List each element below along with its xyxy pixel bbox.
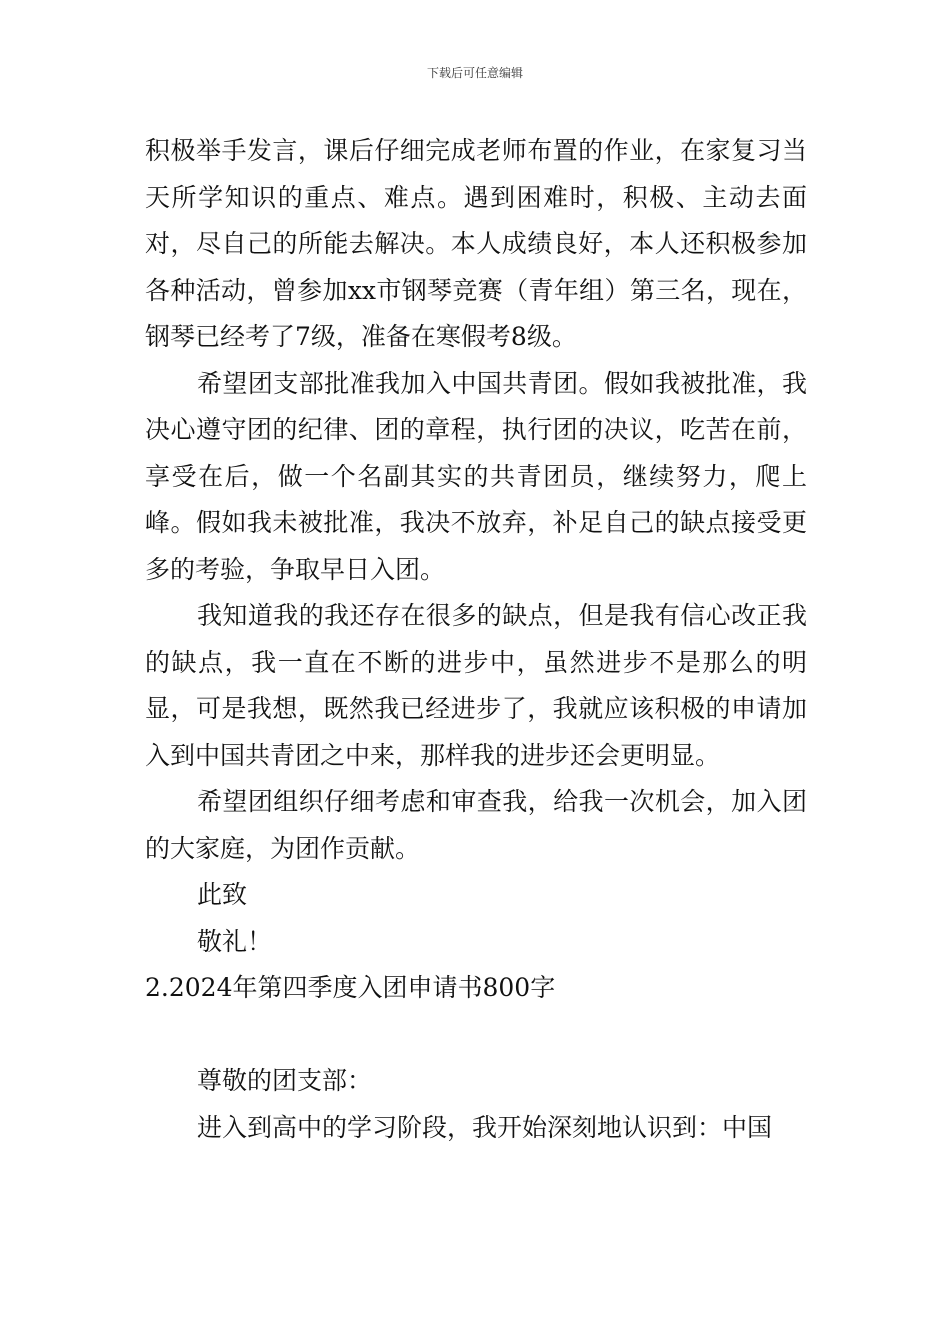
closing-regards: 敬礼！ (197, 926, 273, 956)
blank-line (145, 1012, 807, 1059)
paragraph-1: 积极举手发言，课后仔细完成老师布置的作业，在家复习当天所学知识的重点、难点。遇到困难时，积极、主动去面对，尽自己的所能去解决。本人成绩良好，本人还积极参加各种活动，曾参加xx市钢琴竞赛（青年组）第三名，现在，钢琴已经考了7级，准备在寒假考8级。 (145, 136, 807, 351)
closing-salutation: 此致 (197, 880, 248, 909)
paragraph-5: 进入到高中的学习阶段，我开始深刻地认识到：中国 (197, 1112, 773, 1142)
section-heading: 2.2024年第四季度入团申请书800字 (145, 973, 556, 1002)
paragraph-3: 我知道我的我还存在很多的缺点，但是我有信心改正我的缺点，我一直在不断的进步中，虽然进步不是那么的明显，可是我想，既然我已经进步了，我就应该积极的申请加入到中国共青团之中来，那样我的进步还会更明显。 (145, 601, 807, 770)
page-header: 下载后可任意编辑 (426, 66, 523, 80)
paragraph-4: 希望团组织仔细考虑和审查我，给我一次机会，加入团的大家庭，为团作贡献。 (145, 787, 807, 863)
paragraph-2: 希望团支部批准我加入中国共青团。假如我被批准，我决心遵守团的纪律、团的章程，执行团的决议，吃苦在前，享受在后，做一个名副其实的共青团员，继续努力，爬上峰。假如我未被批准，我决不放弃，补足自己的缺点接受更多的考验，争取早日入团。 (145, 368, 807, 584)
document-body (145, 128, 807, 1151)
greeting: 尊敬的团支部： (197, 1066, 373, 1095)
